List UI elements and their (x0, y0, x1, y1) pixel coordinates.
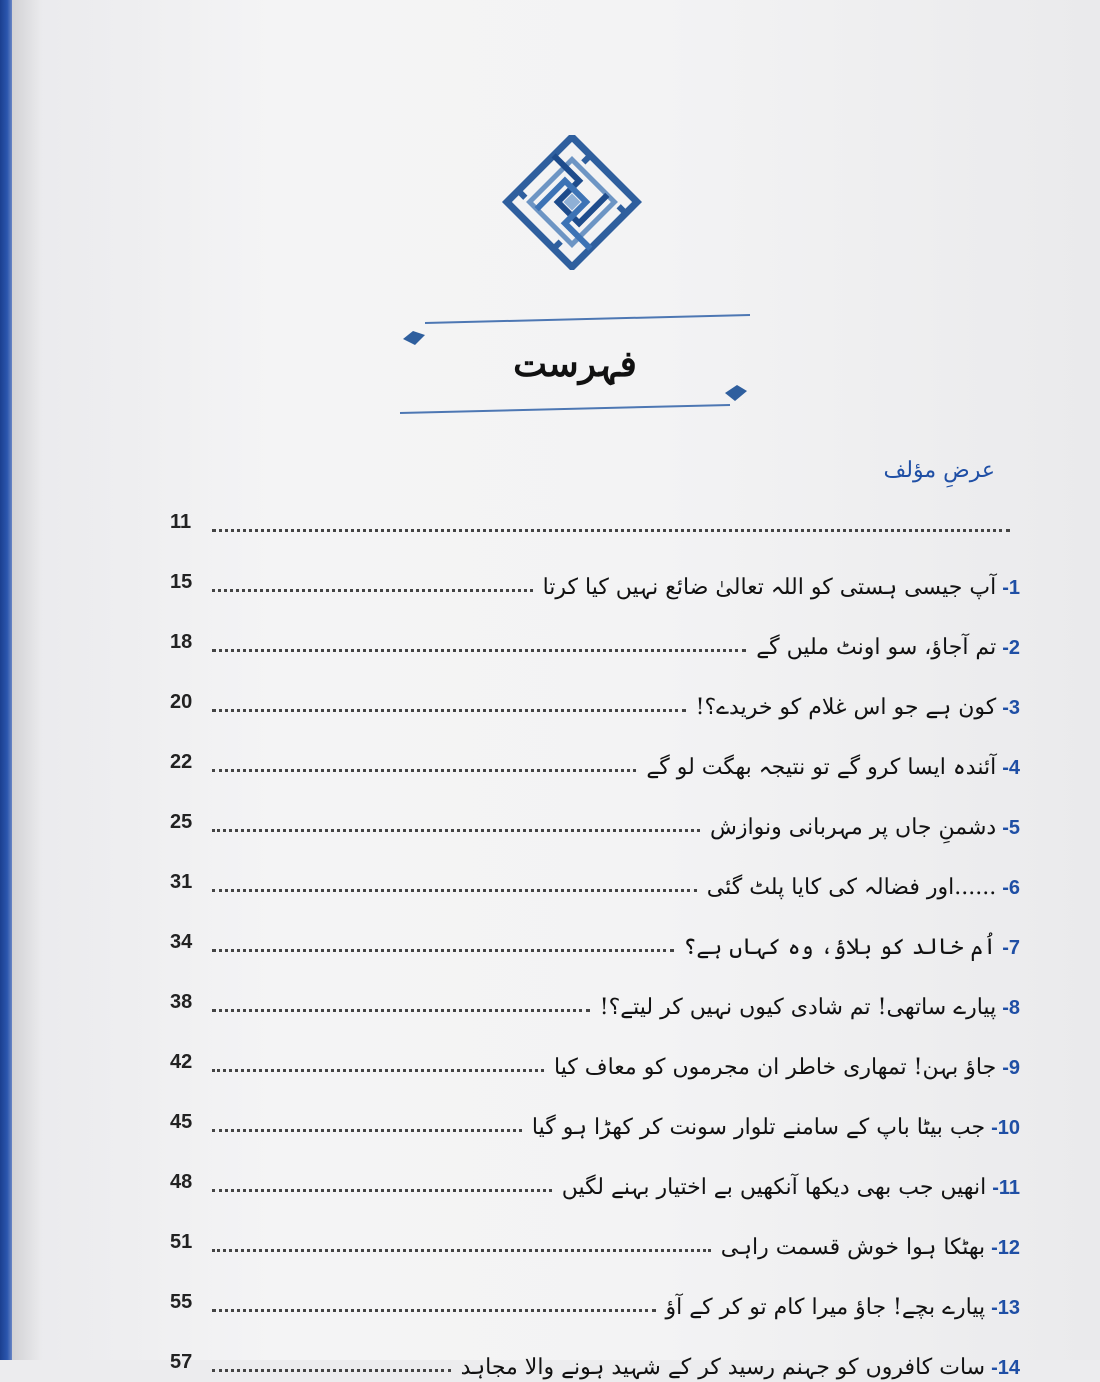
toc-row[interactable] (170, 1022, 1020, 1082)
toc-page-number: 38 (170, 991, 193, 1013)
toc-chapter-title: آئندہ ایسا کرو گے تو نتیجہ بھگت لو گے (646, 755, 997, 780)
toc-chapter-number: -2 (1002, 637, 1020, 659)
toc-row[interactable] (170, 782, 1020, 842)
toc-row[interactable] (170, 1322, 1020, 1382)
toc-leader-dots (212, 949, 674, 952)
page-title: فہرست (513, 343, 637, 385)
toc-chapter-title: بھٹکا ہوا خوش قسمت راہی (720, 1235, 986, 1260)
toc-row[interactable] (170, 1082, 1020, 1142)
toc-leader-dots (212, 1249, 711, 1252)
toc-page-number: 51 (170, 1231, 193, 1253)
toc-chapter-number: -3 (1002, 697, 1020, 719)
toc-leader-dots (212, 649, 746, 652)
toc-row[interactable] (170, 902, 1020, 962)
toc-chapter-number: -6 (1002, 877, 1020, 899)
toc-chapter-number: -11 (992, 1177, 1020, 1199)
toc-chapter-title: اُم خالد کو بلاؤ، وہ کہاں ہے؟ (683, 935, 997, 960)
toc-entry (721, 1235, 1020, 1260)
toc-leader-dots (212, 529, 1010, 532)
toc-leader-dots (212, 769, 636, 772)
toc-chapter-title: جب بیٹا باپ کے سامنے تلوار سونت کر کھڑا ہو گیا (531, 1115, 986, 1140)
toc-page-number: 18 (170, 631, 193, 653)
toc-chapter-number: -7 (1002, 937, 1020, 959)
toc-chapter-title: جاؤ بہن! تمھاری خاطر ان مجرموں کو معاف کیا (553, 1055, 997, 1080)
toc-entry (684, 935, 1020, 960)
toc-leader-dots (212, 1309, 656, 1312)
toc-chapter-title: آپ جیسی ہستی کو اللہ تعالیٰ ضائع نہیں کیا کرتا (542, 575, 997, 600)
toc-entry (554, 1055, 1020, 1080)
toc-row[interactable] (170, 1262, 1020, 1322)
toc-chapter-title: انھیں جب بھی دیکھا آنکھیں بے اختیار بہنے لگیں (561, 1175, 987, 1200)
toc-entry (532, 1115, 1020, 1140)
toc-row[interactable] (170, 1142, 1020, 1202)
toc-row[interactable] (170, 842, 1020, 902)
toc-entry (461, 1355, 1020, 1380)
toc-entry (710, 815, 1020, 840)
toc-page-number: 48 (170, 1171, 193, 1193)
page-gutter-shadow (12, 0, 42, 1360)
toc-row[interactable] (170, 1202, 1020, 1262)
toc-leader-dots (212, 1069, 544, 1072)
toc-chapter-number: -14 (991, 1357, 1020, 1379)
toc-entry (646, 755, 1020, 780)
toc-page-number: 15 (170, 571, 193, 593)
toc-row[interactable] (170, 542, 1020, 602)
toc-entry (562, 1175, 1020, 1200)
preface-heading: عرضِ مؤلف (883, 458, 995, 483)
toc-page-number: 34 (170, 931, 193, 953)
toc-page-number: 22 (170, 751, 193, 773)
toc-entry (666, 1295, 1021, 1320)
toc-entry (707, 875, 1020, 900)
toc-entry (696, 695, 1020, 720)
toc-entry (756, 635, 1020, 660)
toc-page-number: 31 (170, 871, 193, 893)
toc-page-number: 55 (170, 1291, 193, 1313)
toc-row[interactable] (170, 662, 1020, 722)
toc-leader-dots (212, 589, 533, 592)
toc-chapter-title: تم آجاؤ، سو اونٹ ملیں گے (756, 635, 997, 660)
toc-leader-dots (212, 1009, 590, 1012)
toc-chapter-number: -5 (1002, 817, 1020, 839)
kufic-calligraphy-ornament (500, 135, 645, 270)
toc-row[interactable] (170, 602, 1020, 662)
toc-chapter-number: -9 (1002, 1057, 1020, 1079)
toc-chapter-number: -13 (991, 1297, 1020, 1319)
toc-leader-dots (212, 709, 686, 712)
toc-chapter-number: -4 (1002, 757, 1020, 779)
toc-chapter-title: ......اور فضالہ کی کایا پلٹ گئی (706, 875, 997, 900)
toc-page-number: 25 (170, 811, 193, 833)
toc-leader-dots (212, 1129, 522, 1132)
toc-page-number: 42 (170, 1051, 193, 1073)
toc-page-number: 11 (170, 511, 192, 533)
toc-chapter-title: کون ہے جو اس غلام کو خریدے؟! (695, 695, 997, 720)
toc-chapter-title: پیارے بچے! جاؤ میرا کام تو کر کے آؤ (665, 1295, 986, 1320)
toc-entry (543, 575, 1020, 600)
toc-chapter-title: دشمنِ جاں پر مہربانی ونوازش (710, 815, 997, 840)
toc-chapter-title: سات کافروں کو جہنم رسید کر کے شہید ہونے والا مجاہد (460, 1355, 986, 1380)
toc-page-number: 57 (170, 1351, 193, 1373)
toc-chapter-number: -1 (1002, 577, 1020, 599)
toc-row[interactable] (170, 962, 1020, 1022)
toc-leader-dots (212, 1369, 451, 1372)
toc-leader-dots (212, 889, 697, 892)
toc-leader-dots (212, 829, 700, 832)
toc-chapter-number: -12 (991, 1237, 1020, 1259)
toc-row[interactable] (170, 482, 1020, 542)
toc-page-number: 20 (170, 691, 193, 713)
toc-leader-dots (212, 1189, 552, 1192)
toc-chapter-number: -10 (991, 1117, 1020, 1139)
toc-page-number: 45 (170, 1111, 193, 1133)
toc-row[interactable] (170, 722, 1020, 782)
book-spine (0, 0, 12, 1360)
toc-chapter-title: پیارے ساتھی! تم شادی کیوں نہیں کر لیتے؟! (599, 995, 997, 1020)
toc-title-block (395, 305, 755, 420)
toc-chapter-number: -8 (1002, 997, 1020, 1019)
toc-entry (600, 995, 1020, 1020)
